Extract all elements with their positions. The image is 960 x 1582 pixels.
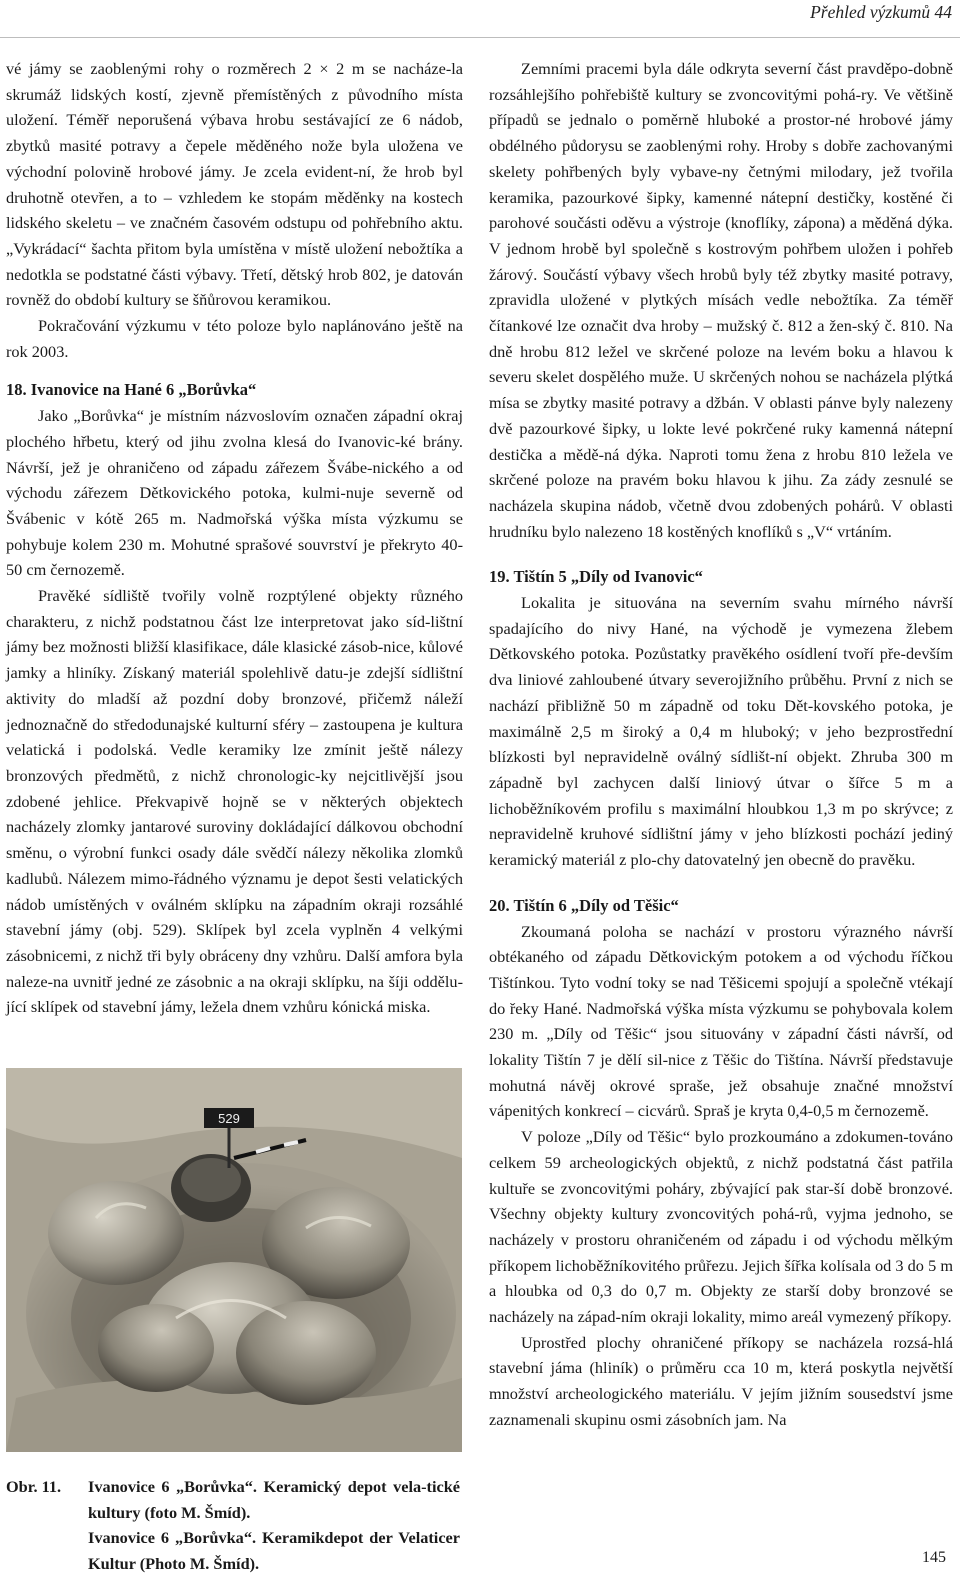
running-title: Přehled výzkumů 44 [810, 2, 952, 22]
section-heading-18: 18. Ivanovice na Hané 6 „Borůvka“ [6, 380, 257, 400]
page-number: 145 [922, 1549, 946, 1566]
paragraph: Uprostřed plochy ohraničené příkopy se nacházela rozsá-hlá stavební jáma (hliník) o průměru cca 10 m, která poskytla největší množství archeologického materiálu. V jejím jižním sousedství jsme zaznamenali skupinu osmi zásobních jam. Na [489, 1332, 953, 1429]
left-column [6, 56, 463, 1020]
paragraph: Zkoumaná poloha se nachází v prostoru výrazného návrší obtékaného od západu Dětkovickým potokem a od východu říčkou Tištínkou. Tyto vodní toky se nad Těšicemi spojují a společně vtékají do řeky Hané. Nadmořská výška místa výzkumu se pohybovala kolem 230 m. „Díly od Těšic“ jsou situovány v západní části návrší, od lokality Tištín 7 je dělí sil-nice z Těšic do Tištína. Návrší představuje mohutná návěj okrové spraše, jež obsahuje značné množství vápenitých konkrecí – cicvárů. Spraš je kryta 0,4-0,5 m černozemě. [489, 921, 953, 1121]
paragraph: Pravěké sídliště tvořily volně rozptýlené objekty různého charakteru, z nichž podstatnou část lze interpretovat jako síd-lištní jámy bez možnosti bližší klasifikace, dále klasické zásob-nice, kůlové jamky a hliníky. Získaný materiál spolehlivě datu-je zdejší sídlištní aktivity do mladší až pozdní doby bronzové, přičemž náleží jednoznačně do středodunajské kulturní sféry – zastoupena je kultura velatická i podolská. Vedle keramiky lze zmínit ještě nálezy bronzových předmětů, z nichž chronologic-ky nejcitlivější jsou zdobené jehlice. Překvapivě hojně se v některých objektech nacházely zlomky jantarové suroviny dokládající dálkovou obchodní směnu, o výrobní funkci osady dále svědčí nálezy několika zlomků kadlubů. Nálezem mimo-řádného významu je depot šesti velatických nádob umístěných v oválném sklípku na západním okraji rozsáhlé stavební jámy (obj. 529). Sklípek byl zcela vyplněn 4 velkými zásobnicemi, z nichž tři byly obráceny dny vzhůru. Další amfora byla naleze-na uvnitř jedné ze zásobnic a na okraji sklípku, na šíji oddělu-jící sklípek od stavební jámy, ležela dnem vzhůru kónická miska. [6, 586, 463, 1017]
paragraph: Zemními pracemi byla dále odkryta severní část pravděpo-dobně rozsáhlejšího pohřebiště kultury se zvoncovitými pohá-ry. Ve většině případů se jednalo o poměrně hluboké a prostor-né hrobové jámy obdélného půdorysu se zaoblenými rohy. Hroby s dobře zachovanými skelety pohřbených byly vybave-ny četnými milodary, jež tvořila keramika, pazourkové šipky, kamenné nátepní destičky, kostěné či parohové součásti oděvu a výstroje (knoflíky, zápona) a měděná dýka. V jednom hrobě byl společně s kostrovým pohřbem uložen i pohřeb žárový. Součástí výbavy všech hrobů byly též zbytky masité potravy, zpravidla uložené v plytkých mísách vedle nebožtíka. Za téměř čítankové lze označit dva hroby – mužský č. 812 a žen-ský č. 810. Na dně hrobu 812 ležel ve skrčené poloze na levém boku a hlavou k severu skelet dospělého muže. U skrčených nohou se nacházela plýtká mísa se zbytky masité potravy a džbán. V oblasti pánve byly nalezeny dvě pazourkové šipky, u lokte levé pokrčené ruky kamenná nátepní destička a mědě-ná dýka. Naproti tomu žena z hrobu 810 ležela ve skrčené poloze na pravém boku hlavou k jihu. Za zády zesnulé se nacházela skupina nádob, včetně dvou zdobených pohárů. V oblasti hrudníku bylo nalezeno 18 kostěných knoflíků s „V“ vrtáním. [489, 59, 953, 541]
paragraph: Pokračování výzkumu v této poloze bylo naplánováno ještě na rok 2003. [6, 316, 463, 361]
right-column [489, 56, 953, 1433]
figure-photo [6, 1068, 462, 1452]
section-heading-19: 19. Tištín 5 „Díly od Ivanovic“ [489, 567, 703, 587]
paragraph: Lokalita je situována na severním svahu mírného návrší spadajícího do nivy Hané, na východě je vymezena žlebem Dětkovského potoka. Pozůstatky pravěkého osídlení tvoří pře-devším dva liniové zahloubené útvary severojižního průběhu. První z nich se nachází přibližně 50 m západně od toku Dět-kovského potoka, je maximálně 2,5 m široký a 0,4 m hluboký; v jeho bezprostřední blízkosti byl nepravidelně oválný sídlišt-ní objekt. Zhruba 300 m západně byl zachycen další liniový útvar o šířce 5 m a lichoběžníkovém profilu s maximální hloubkou 1,3 m po skrývce; z nepravidelně kruhové sídlištní jámy v jeho blízkosti pochází jediný keramický materiál z plo-chy datovatelný jen obecně do pravěku. [489, 593, 953, 870]
figure-label: Obr. 11. [6, 1477, 62, 1496]
paragraph: V poloze „Díly od Těšic“ bylo prozkoumáno a zdokumen-továno celkem 59 archeologických objektů, z nichž podstatná část patřila kultuře se zvoncovitými poháry, zbývající pak star-ší době bronzové. Všechny objekty kultury zvoncovitých pohá-rů, vyjma jednoho, se nacházely v prostoru ohraničeném od západu i od východu mělkým příkopem lichoběžníkovitého průřezu. Jejich šířka kolísala od 3 do 5 m a hloubka od 0,3 do 0,7 m. Objekty ze starší doby bronzové se nacházely na západ-ním okraji lokality, mimo areál vymezený příkopy. [489, 1127, 953, 1327]
running-header [0, 0, 960, 38]
caption-czech: Ivanovice 6 „Borůvka“. Keramický depot vela-tické kultury (foto M. Šmíd). [88, 1477, 460, 1522]
caption-german: Ivanovice 6 „Borůvka“. Keramikdepot der Velaticer Kultur (Photo M. Šmíd). [88, 1528, 460, 1573]
ceramic-depot-photo [6, 1068, 462, 1452]
paragraph: vé jámy se zaoblenými rohy o rozměrech 2 × 2 m se nacháze-la skrumáž lidských kostí, zjevně přemístěných z původního místa uložení. Téměř neporušená výbava hrobu sestávající ze 6 nádob, zbytků masité potravy a čepele měděného nože byla uložena ve východní polovině hrobové jámy. Je zcela evident-ní, že hrob byl druhotně otevřen, a to – vzhledem ke stopám měděnky na kostech lidského skeletu – ve značném časovém odstupu od pohřebního aktu. „Vykrádací“ šachta přitom byla umístěna v místě uložení nebožtíka a nedotkla se podstatné části výbavy. Třetí, dětský hrob 802, je datován rovněž do období kultury se šňůrovou keramikou. [6, 59, 463, 310]
section-heading-20: 20. Tištín 6 „Díly od Těšic“ [489, 895, 679, 915]
photo-sign-label: 529 [218, 1111, 240, 1126]
paragraph: Jako „Borůvka“ je místním názvoslovím označen západní okraj plochého hřbetu, který od jihu zvolna klesá do Ivanovic-ké brány. Návrší, jež je ohraničeno od západu zářezem Švábe-nického a od východu zářezem Dětkovického potoka, kulmi-nuje severně od Švábenic v kótě 265 m. Nadmořská výška místa výzkumu se pohybuje kolem 230 m. Mohutné sprašové souvrství je překryto 40-50 cm černozemě. [6, 406, 463, 580]
